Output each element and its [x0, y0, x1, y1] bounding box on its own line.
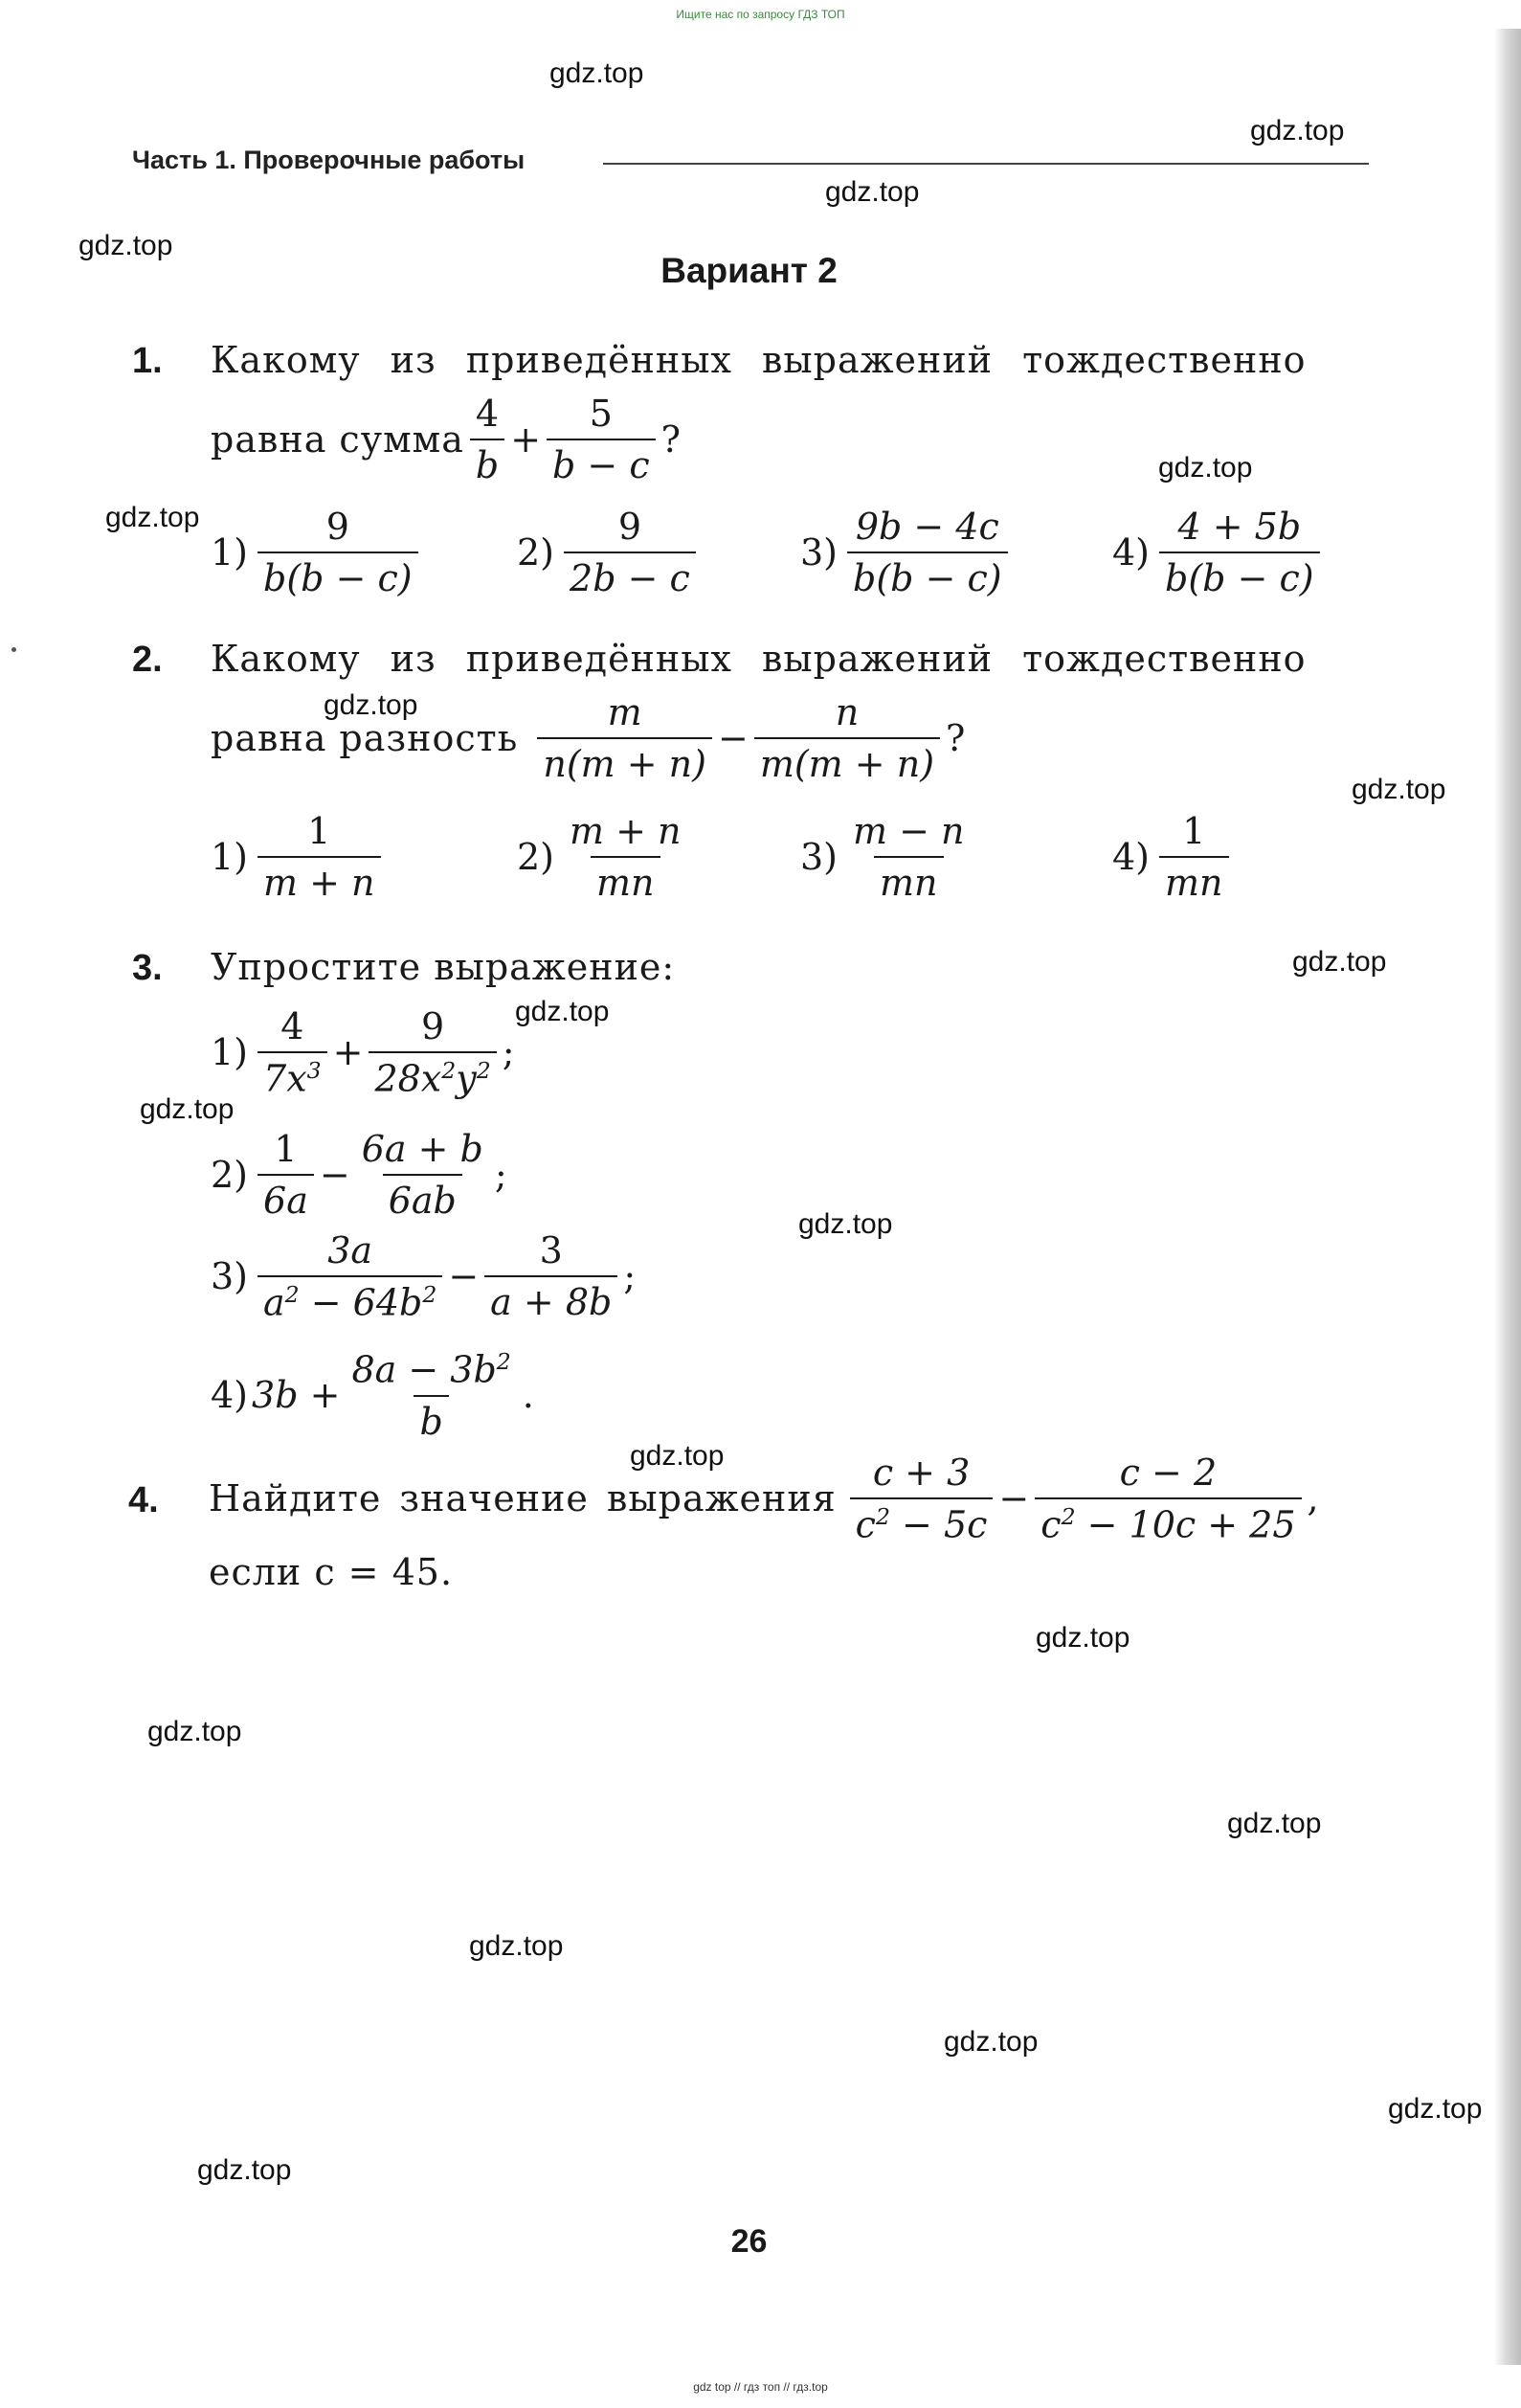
- q4-b-den-1: c: [1040, 1503, 1062, 1546]
- q2-operator: −: [717, 717, 749, 759]
- q2-f1-denominator: n(m + n): [537, 737, 712, 785]
- q1-end: ?: [660, 418, 682, 461]
- watermark: gdz.top: [147, 1716, 242, 1747]
- q1-fraction-1: [470, 393, 504, 486]
- q3-item-1-a-den: 7x: [263, 1057, 307, 1100]
- q1-option-3-den: b(b − c): [847, 551, 1008, 599]
- q1-option-2-label: 2): [517, 531, 555, 574]
- q3-item-1-end: ;: [502, 1031, 515, 1074]
- q3-item-3-fraction-a: [257, 1229, 442, 1324]
- q3-item-2-a-num: 1: [274, 1128, 298, 1170]
- q2-option-2-num: m + n: [570, 810, 682, 852]
- top-banner: Ищите нас по запросу ГДЗ ТОП: [676, 8, 845, 21]
- q3-item-3-a-den-2: − 64b: [299, 1281, 423, 1324]
- q3-item-4: [211, 1348, 534, 1443]
- q3-item-3-label: 3): [211, 1255, 249, 1298]
- q2-option-3-den: mn: [874, 856, 944, 904]
- q1-option-2: [517, 506, 702, 599]
- q3-item-4-den: b: [414, 1395, 448, 1443]
- q3-item-3-a-den-1: a: [263, 1281, 285, 1324]
- q2-f2-numerator: n: [835, 691, 860, 733]
- watermark: gdz.top: [197, 2154, 292, 2186]
- q1-option-1-den: b(b − c): [257, 551, 418, 599]
- q3-item-1-b-den-1: 28x: [374, 1057, 442, 1100]
- q2-option-3-label: 3): [800, 836, 839, 878]
- q2-f2-denominator: m(m + n): [754, 737, 940, 785]
- q3-number: 3.: [132, 948, 163, 988]
- watermark: gdz.top: [1292, 946, 1387, 978]
- bottom-banner: gdz top // гдз топ // гдз.top: [693, 2380, 828, 2394]
- q3-item-3: [211, 1229, 636, 1324]
- q3-item-1-b-den-exp-1: 2: [441, 1057, 457, 1084]
- section-header: Часть 1. Проверочные работы: [132, 146, 526, 174]
- q4-fraction-a: [850, 1452, 994, 1546]
- q1-option-3: [800, 506, 1014, 599]
- watermark: gdz.top: [1227, 1808, 1322, 1839]
- watermark: gdz.top: [469, 1930, 564, 1962]
- q2-number: 2.: [132, 640, 163, 680]
- watermark: gdz.top: [515, 996, 610, 1027]
- q2-option-3-num: m − n: [853, 810, 965, 852]
- q3-item-3-a-num: 3a: [327, 1229, 373, 1272]
- q3-item-4-num-exp: 2: [496, 1348, 511, 1375]
- watermark: gdz.top: [140, 1093, 235, 1125]
- q3-item-1-a-den-exp: 3: [306, 1057, 322, 1084]
- q2-option-4-num: 1: [1182, 810, 1206, 852]
- q3-item-3-b-den: a + 8b: [484, 1275, 617, 1323]
- header-rule: [603, 163, 1369, 165]
- q1-operator: +: [510, 418, 542, 461]
- q3-item-3-op: −: [448, 1255, 480, 1298]
- q1-option-1: [211, 506, 424, 599]
- q1-f2-numerator: 5: [589, 393, 613, 435]
- q2-option-4: [1112, 810, 1235, 904]
- q3-item-4-end: .: [522, 1374, 534, 1417]
- watermark: gdz.top: [1036, 1622, 1130, 1654]
- q3-item-1-a-num: 4: [280, 1005, 304, 1047]
- q4-fraction-b: [1035, 1452, 1301, 1546]
- q2-option-2-den: mn: [591, 856, 660, 904]
- q4-end: ,: [1307, 1477, 1319, 1520]
- q3-item-2-end: ;: [494, 1154, 507, 1196]
- q1-option-2-den: 2b − c: [564, 551, 696, 599]
- q1-text: Какому из приведённых выражений тождественно: [211, 339, 1307, 381]
- q4-a-den-exp: 2: [875, 1503, 890, 1530]
- q3-item-1-fraction-b: [369, 1005, 496, 1100]
- q1-expression: [211, 393, 681, 486]
- watermark: gdz.top: [630, 1440, 725, 1472]
- q3-item-3-fraction-b: [484, 1229, 617, 1323]
- q3-text: Упростите выражение:: [211, 946, 676, 988]
- q4-expression: [209, 1452, 1319, 1546]
- q3-item-1-fraction-a: [257, 1005, 327, 1100]
- watermark: gdz.top: [324, 689, 418, 721]
- q1-fraction-2: [547, 393, 656, 486]
- q2-option-1-den: m + n: [257, 856, 381, 904]
- page-edge-shadow: [1494, 29, 1521, 2365]
- q3-item-1-b-den-exp-2: 2: [476, 1057, 491, 1084]
- q3-item-3-a-den-exp-1: 2: [284, 1281, 300, 1308]
- watermark: gdz.top: [944, 2026, 1039, 2058]
- q4-condition: если c = 45.: [209, 1551, 454, 1593]
- q3-item-2-label: 2): [211, 1154, 249, 1196]
- q3-item-1-label: 1): [211, 1031, 249, 1074]
- q2-option-1-label: 1): [211, 836, 249, 878]
- q2-option-2: [517, 810, 693, 904]
- q4-op: −: [998, 1477, 1030, 1520]
- q3-item-4-lead: 3b +: [252, 1374, 341, 1417]
- q2-option-1-num: 1: [307, 810, 331, 852]
- q2-option-2-label: 2): [517, 836, 555, 878]
- q4-a-den-1: c: [855, 1503, 876, 1546]
- q2-end: ?: [946, 717, 966, 759]
- q2-fraction-1: [537, 691, 712, 785]
- q1-option-4: [1112, 506, 1326, 599]
- q3-item-2: [211, 1128, 507, 1222]
- q2-option-3: [800, 810, 976, 904]
- q1-option-4-label: 4): [1112, 531, 1151, 574]
- q4-a-num: c + 3: [872, 1452, 971, 1494]
- page-number: 26: [730, 2223, 768, 2260]
- watermark: gdz.top: [1388, 2093, 1483, 2125]
- q1-option-1-num: 9: [325, 506, 349, 548]
- q1-f1-numerator: 4: [475, 393, 500, 435]
- q3-item-3-b-num: 3: [539, 1229, 563, 1272]
- q3-item-2-b-den: 6ab: [383, 1174, 462, 1222]
- q3-item-2-a-den: 6a: [257, 1174, 314, 1222]
- watermark: gdz.top: [1352, 774, 1446, 805]
- q3-item-3-a-den-exp-2: 2: [422, 1281, 437, 1308]
- q3-item-4-num: 8a − 3b: [351, 1348, 497, 1391]
- q1-prefix: равна сумма: [211, 418, 464, 461]
- q2-option-4-den: mn: [1159, 856, 1229, 904]
- q3-item-1-op: +: [332, 1031, 364, 1074]
- q3-item-4-fraction: [346, 1348, 516, 1443]
- q1-number: 1.: [132, 341, 163, 381]
- q3-item-1-b-den-2: y: [456, 1057, 477, 1100]
- q4-b-den-2: − 10c + 25: [1075, 1503, 1296, 1546]
- q1-option-4-num: 4 + 5b: [1177, 506, 1302, 548]
- variant-title: Вариант 2: [660, 251, 838, 290]
- q4-text: Найдите значение выражения: [209, 1477, 837, 1520]
- q3-item-1: [211, 1005, 515, 1100]
- q3-item-3-end: ;: [623, 1255, 637, 1298]
- q3-item-2-fraction-a: [257, 1128, 314, 1222]
- q4-b-den-exp: 2: [1061, 1503, 1076, 1530]
- watermark: gdz.top: [78, 230, 173, 261]
- q3-item-2-b-num: 6a + b: [361, 1128, 483, 1170]
- q3-item-4-label: 4): [211, 1374, 249, 1417]
- watermark: gdz.top: [549, 57, 644, 89]
- q1-option-4-den: b(b − c): [1159, 551, 1320, 599]
- q1-option-2-num: 9: [617, 506, 641, 548]
- q2-option-4-label: 4): [1112, 836, 1151, 878]
- q4-number: 4.: [128, 1480, 159, 1520]
- q3-item-2-fraction-b: [356, 1128, 489, 1222]
- q2-fraction-2: [754, 691, 940, 785]
- watermark: gdz.top: [1250, 115, 1345, 146]
- q1-option-3-label: 3): [800, 531, 839, 574]
- q1-option-1-label: 1): [211, 531, 249, 574]
- q1-f1-denominator: b: [470, 439, 504, 486]
- q3-item-2-op: −: [319, 1154, 350, 1196]
- q2-option-1: [211, 810, 387, 904]
- watermark: gdz.top: [825, 176, 920, 208]
- q2-text: Какому из приведённых выражений тождественно: [211, 638, 1307, 680]
- q4-b-num: c − 2: [1119, 1452, 1218, 1494]
- q3-item-1-b-num: 9: [420, 1005, 445, 1047]
- q1-f2-denominator: b − c: [547, 439, 656, 486]
- q1-option-3-num: 9b − 4c: [855, 506, 999, 548]
- q2-prefix: равна разность: [211, 717, 519, 759]
- scan-speck: [11, 647, 16, 652]
- watermark: gdz.top: [105, 502, 200, 533]
- q4-a-den-2: − 5c: [889, 1503, 988, 1546]
- q2-f1-numerator: m: [607, 691, 642, 733]
- watermark: gdz.top: [1158, 452, 1253, 484]
- watermark: gdz.top: [798, 1208, 893, 1240]
